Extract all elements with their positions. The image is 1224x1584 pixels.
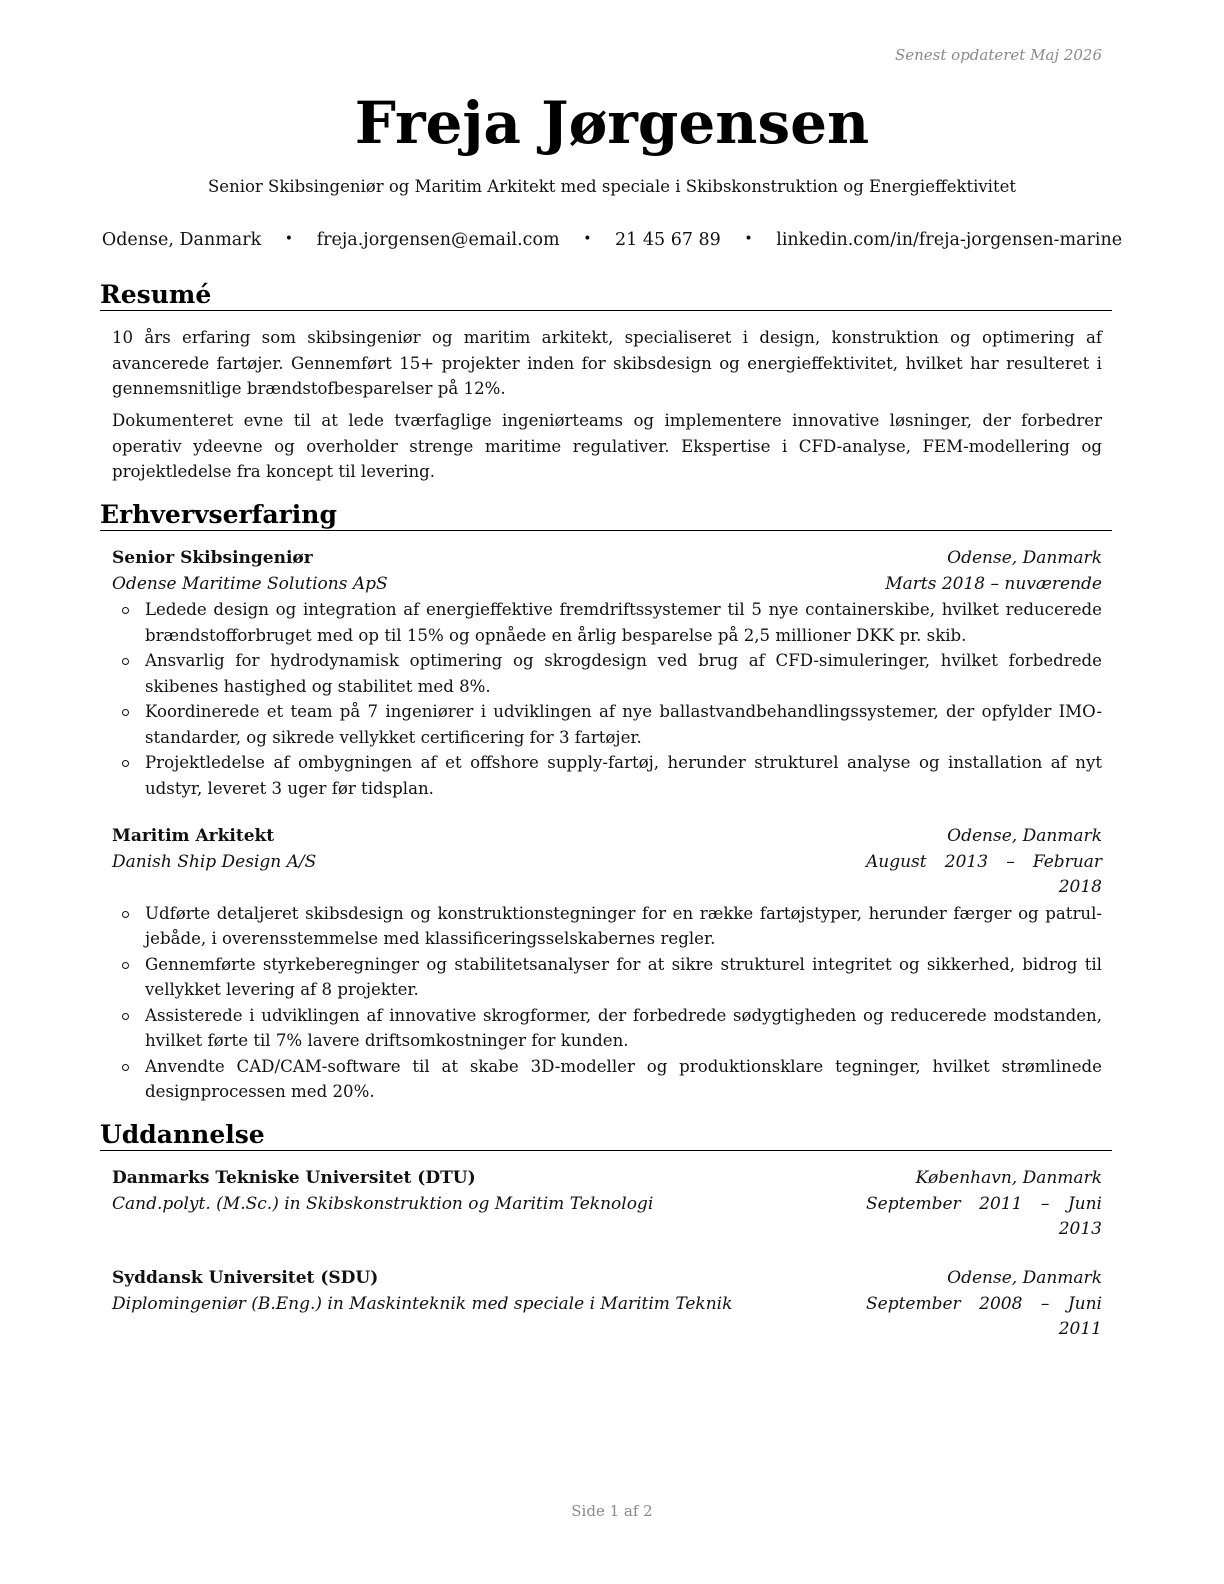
school-dates: September 2011 – Juni 2013: [866, 1193, 1102, 1239]
school-name: Danmarks Tekniske Universitet (DTU): [112, 1168, 476, 1188]
job-bullet-list: [112, 901, 1102, 1105]
job-location: Odense, Danmark: [947, 826, 1102, 846]
bullet-text: Gennemførte styrkeberegninger og stabilitetsanalyser for at sikre strukturel integritet og sikkerhed, bidrog til vellykket levering af 8 projekter.: [145, 954, 1102, 999]
section-title-summary: Resumé: [100, 280, 1112, 311]
bullet-text: Udførte detaljeret skibsdesign og konstruktionstegninger for en række fartøjstyper, herunder færger og patrul-jebåde, i overensstemmelse med klassificeringsselskabernes regler.: [145, 903, 1102, 948]
list-item: [112, 597, 1102, 648]
experience-entry: [112, 824, 1102, 1105]
circle-bullet-icon: [122, 658, 129, 665]
page-number: Side 1 af 2: [571, 1502, 653, 1520]
bullet-separator-icon: •: [583, 231, 592, 247]
list-item: [112, 952, 1102, 1003]
list-item: [112, 648, 1102, 699]
list-item: [112, 750, 1102, 801]
experience-entry: [112, 546, 1102, 801]
job-location: Odense, Danmark: [947, 548, 1102, 568]
school-location: Odense, Danmark: [947, 1268, 1102, 1288]
circle-bullet-icon: [122, 607, 129, 614]
bullet-text: Anvendte CAD/CAM-software til at skabe 3D-modeller og produktionsklare tegninger, hvilket strømlinede designprocessen med 20%.: [145, 1056, 1102, 1101]
job-company: Danish Ship Design A/S: [112, 851, 317, 872]
summary-paragraph: 10 års erfaring som skibsingeniør og maritim arkitekt, specialiseret i design, konstruktion og optimering af avancerede fartøjer. Gennemført 15+ projekter inden for skibsdesign og energieffektivitet, hvilket har resulteret i gennemsnitlige brændstofbesparelser på 12%.: [112, 328, 1102, 398]
job-company: Odense Maritime Solutions ApS: [112, 573, 388, 594]
bullet-separator-icon: •: [284, 231, 294, 247]
circle-bullet-icon: [122, 911, 129, 918]
circle-bullet-icon: [122, 1013, 129, 1020]
list-item: [112, 1003, 1102, 1054]
circle-bullet-icon: [122, 962, 129, 969]
bullet-text: Ansvarlig for hydrodynamisk optimering og skrogdesign ved brug af CFD-simuleringer, hvilket forbedrede skibenes hastighed og stabilitet med 8%.: [145, 651, 1102, 696]
list-item: [112, 1054, 1102, 1105]
circle-bullet-icon: [122, 760, 129, 767]
school-degree: Cand.polyt. (M.Sc.) in Skibskonstruktion og Maritim Teknologi: [112, 1193, 654, 1214]
job-role: Maritim Arkitekt: [112, 826, 275, 846]
school-name: Syddansk Universitet (SDU): [112, 1268, 379, 1288]
list-item: [112, 699, 1102, 750]
bullet-text: Ledede design og integration af energieffektive fremdriftssystemer til 5 nye containerskibe, hvilket reducerede brændstofforbruget med op til 15% og opnåede en årlig besparelse på 2,5 millioner DKK pr. skib.: [145, 600, 1102, 645]
section-title-education: Uddannelse: [100, 1120, 1112, 1151]
school-dates: September 2008 – Juni 2011: [866, 1293, 1102, 1339]
contact-linkedin[interactable]: linkedin.com/in/freja-jorgensen-marine: [776, 230, 1123, 250]
contact-phone[interactable]: 21 45 67 89: [615, 230, 721, 250]
school-location: København, Danmark: [915, 1168, 1102, 1188]
bullet-text: Koordinerede et team på 7 ingeniører i udviklingen af nye ballastvandbehandlingssystemer, der opfylder IMO-standarder, og sikrede vellykket certificering for 3 fartøjer.: [145, 702, 1102, 747]
circle-bullet-icon: [122, 709, 129, 716]
bullet-separator-icon: •: [744, 231, 753, 247]
professional-tagline: Senior Skibsingeniør og Maritim Arkitekt med speciale i Skibskonstruktion og Energieffektivitet: [208, 177, 1016, 196]
list-item: [112, 901, 1102, 952]
job-dates: August 2013 – Februar 2018: [866, 851, 1102, 897]
job-role: Senior Skibsingeniør: [112, 548, 313, 568]
last-updated-note: Senest opdateret Maj 2026: [894, 46, 1102, 64]
bullet-text: Assisterede i udviklingen af innovative skrogformer, der forbedrede sødygtigheden og reducerede modstanden, hvilket førte til 7% lavere driftsomkostninger for kunden.: [145, 1005, 1102, 1050]
candidate-name: Freja Jørgensen: [354, 89, 870, 157]
job-dates: Marts 2018 – nuværende: [885, 573, 1102, 594]
contact-location: Odense, Danmark: [101, 230, 262, 250]
contact-line: [0, 229, 1224, 252]
education-entry: [112, 1266, 1102, 1343]
bullet-text: Projektledelse af ombygningen af et offshore supply-fartøj, herunder strukturel analyse og installation af nyt udstyr, leveret 3 uger før tidsplan.: [145, 753, 1102, 798]
summary-paragraph: Dokumenteret evne til at lede tværfaglige ingeniørteams og implementere innovative løsninger, der forbedrer operativ ydeevne og overholder strenge maritime regulativer. Ekspertise i CFD-analyse, FEM-modellering og projektledelse fra koncept til levering.: [112, 411, 1102, 481]
section-title-experience: Erhvervserfaring: [100, 500, 1112, 531]
job-bullet-list: [112, 597, 1102, 801]
education-entry: [112, 1166, 1102, 1243]
circle-bullet-icon: [122, 1064, 129, 1071]
contact-email[interactable]: freja.jorgensen@email.com: [316, 230, 560, 250]
school-degree: Diplomingeniør (B.Eng.) in Maskinteknik med speciale i Maritim Teknik: [112, 1293, 733, 1314]
